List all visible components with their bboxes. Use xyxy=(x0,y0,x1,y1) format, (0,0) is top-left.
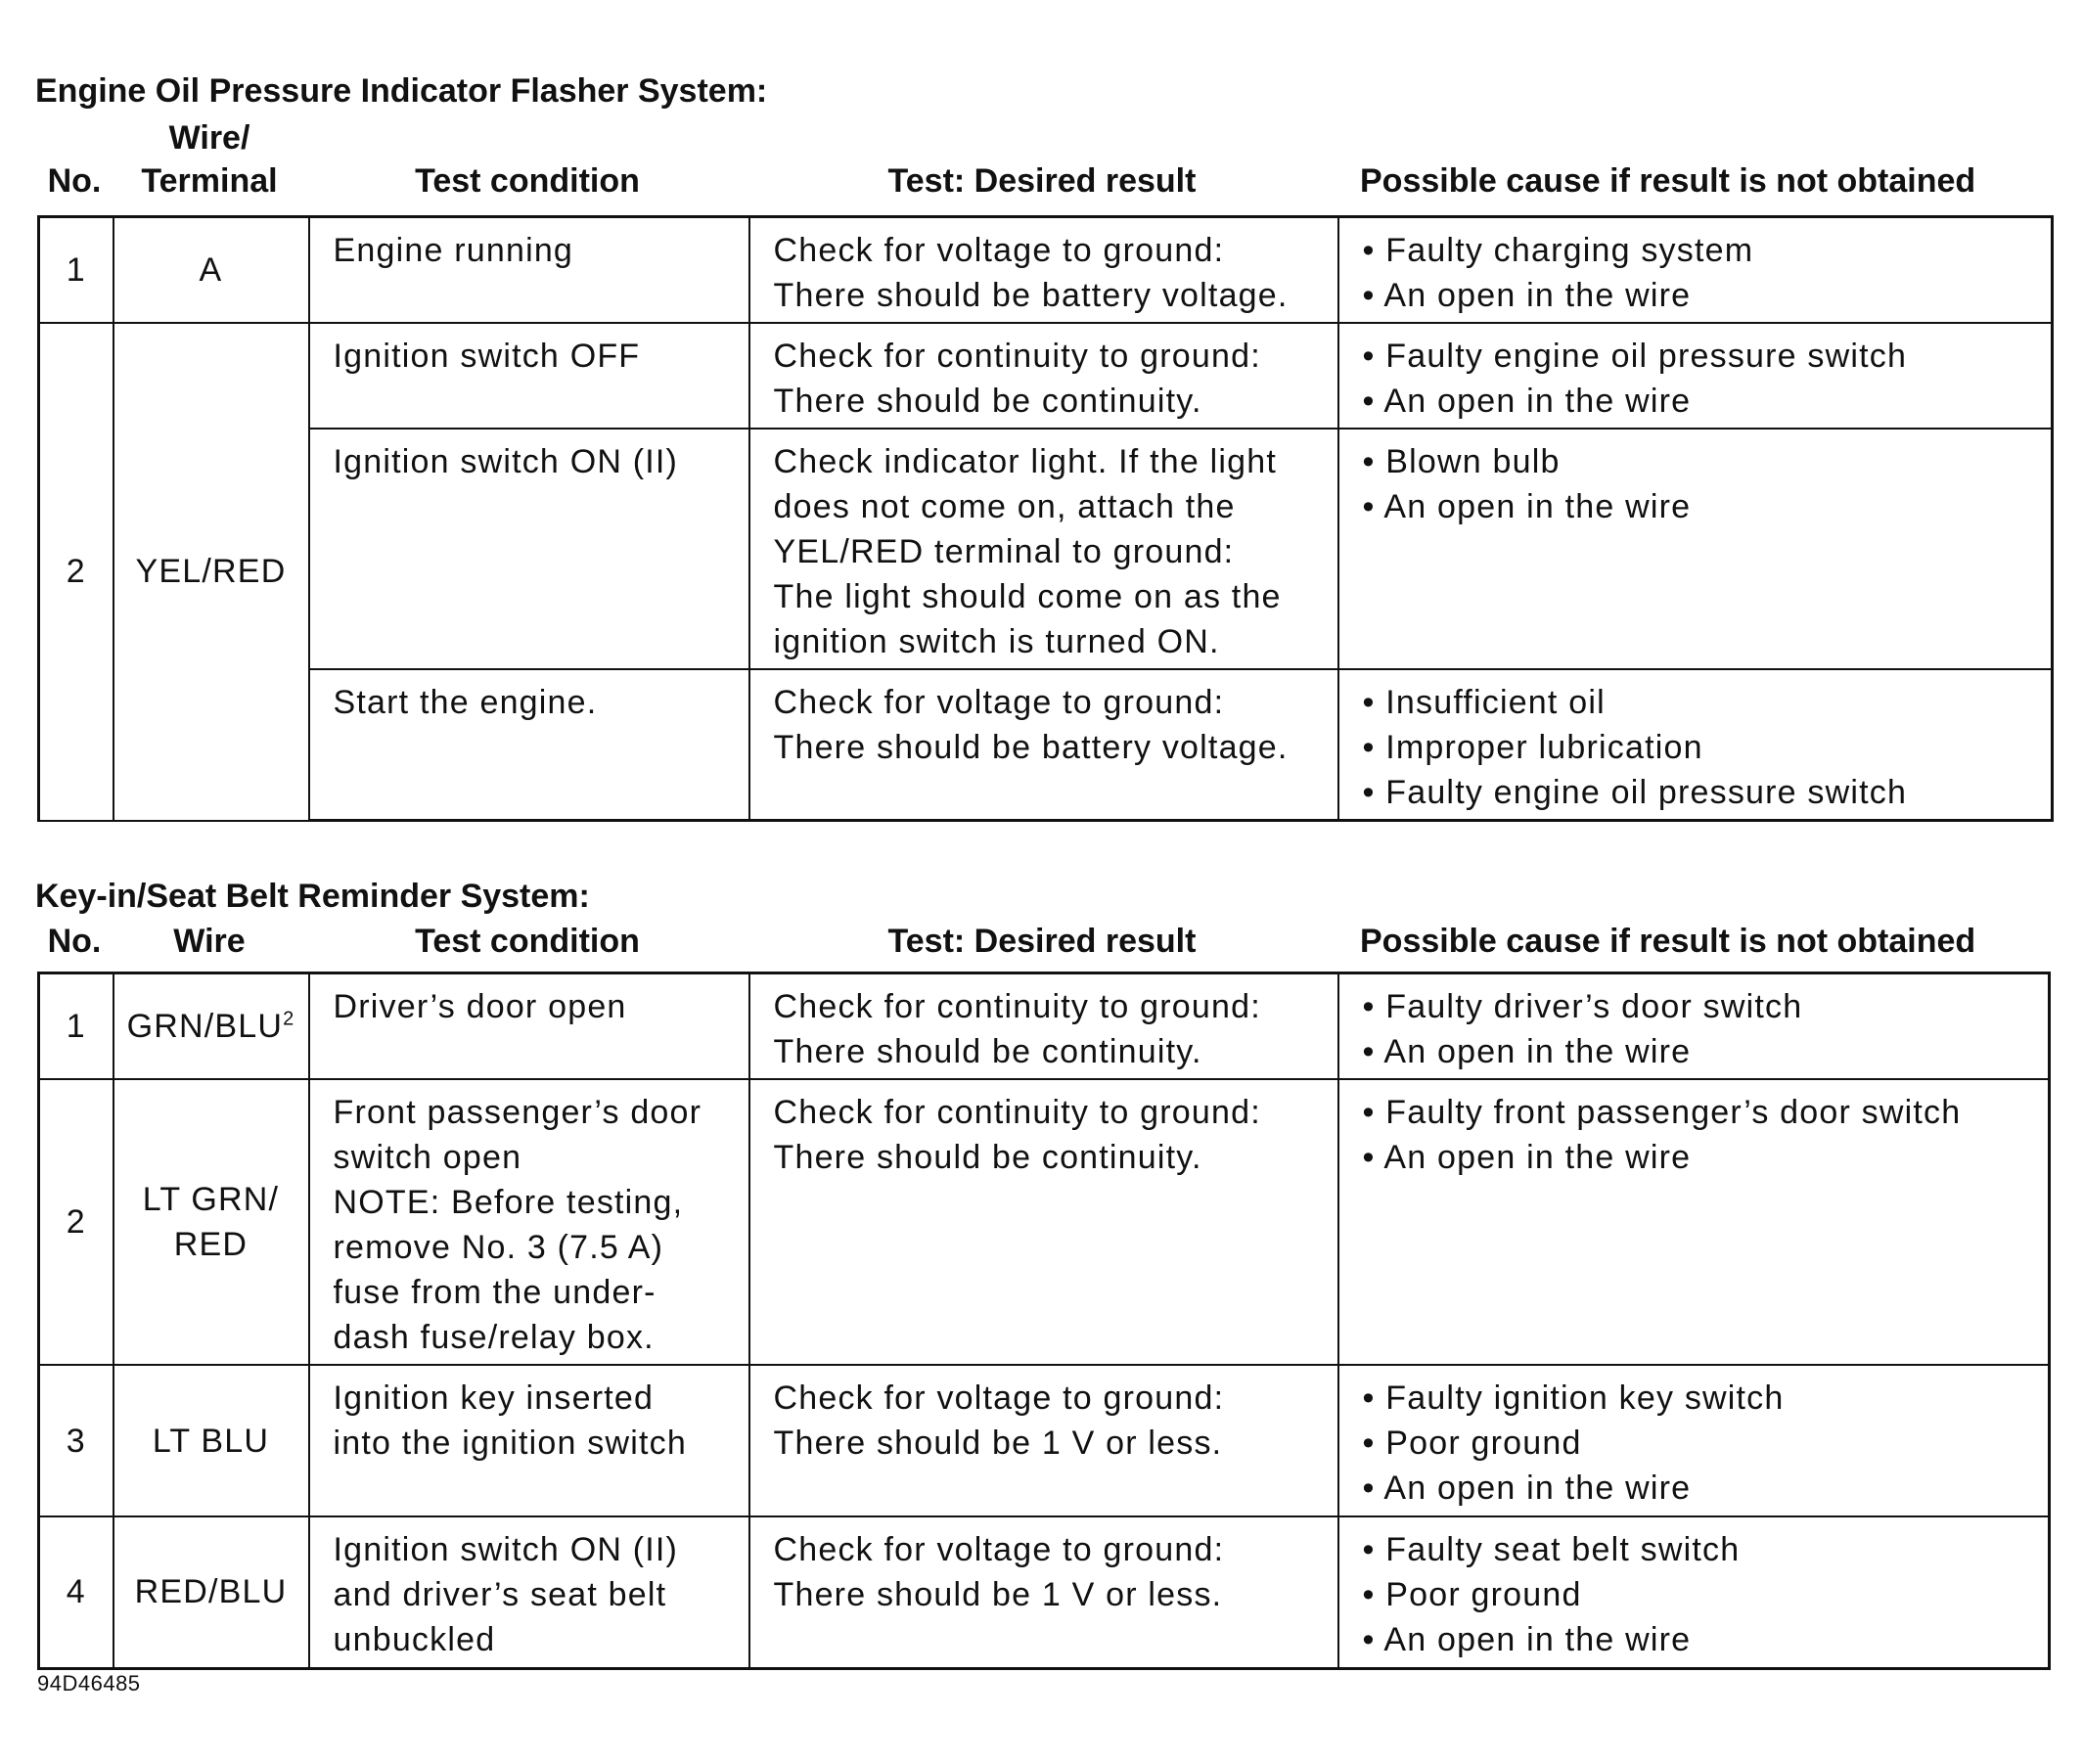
result-line: Check for continuity to ground: xyxy=(773,988,1261,1025)
cause-line: • An open in the wire xyxy=(1362,1470,1692,1507)
possible-cause xyxy=(1338,1365,2050,1516)
row-number: 3 xyxy=(39,1365,113,1516)
row-number: 2 xyxy=(39,323,113,821)
table2-header-wire: Wire xyxy=(173,923,246,960)
test-condition xyxy=(309,1516,749,1668)
cause-line: • Faulty engine oil pressure switch xyxy=(1362,774,1908,811)
possible-cause xyxy=(1338,429,2053,669)
desired-result xyxy=(749,1079,1338,1365)
desired-result xyxy=(749,1516,1338,1668)
test-condition xyxy=(309,1365,749,1516)
result-line: The light should come on as the xyxy=(773,578,1282,615)
test-condition-line: dash fuse/relay box. xyxy=(333,1319,655,1356)
cause-line: • Faulty driver’s door switch xyxy=(1362,988,1803,1025)
cause-line: • Poor ground xyxy=(1362,1425,1582,1462)
result-line: Check for voltage to ground: xyxy=(773,232,1225,269)
table-row xyxy=(39,1079,2050,1365)
wire-color: LT BLU xyxy=(113,1365,309,1516)
test-condition xyxy=(309,1079,749,1365)
test-condition-line: Ignition switch ON (II) xyxy=(333,1531,679,1568)
test-condition-line: Ignition switch OFF xyxy=(333,338,641,375)
table2-header-no: No. xyxy=(47,923,102,960)
desired-result xyxy=(749,973,1338,1080)
cause-line: • An open in the wire xyxy=(1362,383,1692,420)
test-condition-line: NOTE: Before testing, xyxy=(333,1184,684,1221)
test-condition xyxy=(309,973,749,1080)
test-condition xyxy=(309,217,749,324)
test-condition-line: unbuckled xyxy=(333,1621,496,1658)
row-number: 2 xyxy=(39,1079,113,1365)
test-condition-line: Start the engine. xyxy=(333,684,598,721)
cause-line: • Faulty engine oil pressure switch xyxy=(1362,338,1908,375)
desired-result xyxy=(749,323,1338,429)
wire-color: RED/BLU xyxy=(113,1516,309,1668)
result-line: Check for voltage to ground: xyxy=(773,1531,1225,1568)
result-line: There should be continuity. xyxy=(773,1033,1202,1070)
possible-cause xyxy=(1338,1079,2050,1365)
test-condition xyxy=(309,669,749,821)
result-line: There should be continuity. xyxy=(773,1139,1202,1176)
possible-cause xyxy=(1338,323,2053,429)
cause-line: • Insufficient oil xyxy=(1362,684,1606,721)
cause-line: • An open in the wire xyxy=(1362,277,1692,314)
cause-line: • An open in the wire xyxy=(1362,1033,1692,1070)
result-line: does not come on, attach the xyxy=(773,488,1236,525)
cause-line: • An open in the wire xyxy=(1362,1621,1692,1658)
result-line: There should be 1 V or less. xyxy=(773,1576,1223,1613)
desired-result xyxy=(749,217,1338,324)
cause-line: • Improper lubrication xyxy=(1362,729,1703,766)
row-number: 4 xyxy=(39,1516,113,1668)
table-row xyxy=(39,669,2053,821)
test-condition-line: Ignition key inserted xyxy=(333,1380,655,1417)
test-condition-line: Front passenger’s door xyxy=(333,1094,702,1131)
test-condition xyxy=(309,323,749,429)
test-condition-line: fuse from the under- xyxy=(333,1274,657,1311)
desired-result xyxy=(749,1365,1338,1516)
wire-color-line: LT GRN/ xyxy=(142,1181,280,1218)
possible-cause xyxy=(1338,973,2050,1080)
table1-title: Engine Oil Pressure Indicator Flasher System: xyxy=(35,72,768,110)
row-number: 1 xyxy=(39,217,113,324)
result-line: Check for voltage to ground: xyxy=(773,1380,1225,1417)
footnote-marker: 2 xyxy=(283,1008,295,1030)
result-line: Check for voltage to ground: xyxy=(773,684,1225,721)
wire-color-line: RED xyxy=(173,1226,249,1263)
cause-line: • Poor ground xyxy=(1362,1576,1582,1613)
test-condition-line: and driver’s seat belt xyxy=(333,1576,667,1613)
result-line: Check for continuity to ground: xyxy=(773,338,1261,375)
result-line: There should be continuity. xyxy=(773,383,1202,420)
table2-header-test-condition: Test condition xyxy=(415,923,640,960)
test-condition-line: switch open xyxy=(333,1139,522,1176)
possible-cause xyxy=(1338,217,2053,324)
table2-title: Key-in/Seat Belt Reminder System: xyxy=(35,878,590,915)
table1-header-test-condition: Test condition xyxy=(415,162,640,200)
table1 xyxy=(37,215,2054,822)
desired-result xyxy=(749,429,1338,669)
table-row xyxy=(39,973,2050,1080)
wire-color xyxy=(113,973,309,1080)
cause-line: • An open in the wire xyxy=(1362,488,1692,525)
desired-result xyxy=(749,669,1338,821)
possible-cause xyxy=(1338,1516,2050,1668)
table1-header-possible-cause: Possible cause if result is not obtained xyxy=(1360,162,1976,200)
table-row xyxy=(39,1365,2050,1516)
test-condition-line: Ignition switch ON (II) xyxy=(333,443,679,480)
table-row xyxy=(39,217,2053,324)
cause-line: • Blown bulb xyxy=(1362,443,1561,480)
test-condition-line: Driver’s door open xyxy=(333,988,627,1025)
row-number: 1 xyxy=(39,973,113,1080)
cause-line: • Faulty seat belt switch xyxy=(1362,1531,1741,1568)
test-condition-line: Engine running xyxy=(333,232,574,269)
result-line: Check for continuity to ground: xyxy=(773,1094,1261,1131)
result-line: There should be 1 V or less. xyxy=(773,1425,1223,1462)
wire-color-text: GRN/BLU xyxy=(126,1008,284,1045)
test-condition xyxy=(309,429,749,669)
figure-code: 94D46485 xyxy=(37,1671,141,1696)
test-condition-line: remove No. 3 (7.5 A) xyxy=(333,1229,664,1266)
table2-header-desired-result: Test: Desired result xyxy=(887,923,1197,960)
table1-header-no: No. xyxy=(47,162,102,200)
table-row xyxy=(39,429,2053,669)
cause-line: • Faulty front passenger’s door switch xyxy=(1362,1094,1962,1131)
wire-color xyxy=(113,1079,309,1365)
table1-header-wire-line2: Terminal xyxy=(141,162,278,200)
table-row xyxy=(39,1516,2050,1668)
result-line: Check indicator light. If the light xyxy=(773,443,1277,480)
table1-header-wire-line1: Wire/ xyxy=(168,119,250,157)
result-line: There should be battery voltage. xyxy=(773,277,1289,314)
test-condition-line: into the ignition switch xyxy=(333,1425,687,1462)
possible-cause xyxy=(1338,669,2053,821)
result-line: ignition switch is turned ON. xyxy=(773,623,1220,660)
table2-header-possible-cause: Possible cause if result is not obtained xyxy=(1360,923,1976,960)
table-row xyxy=(39,323,2053,429)
cause-line: • An open in the wire xyxy=(1362,1139,1692,1176)
table2 xyxy=(37,972,2051,1670)
result-line: There should be battery voltage. xyxy=(773,729,1289,766)
table1-header-desired-result: Test: Desired result xyxy=(887,162,1197,200)
wire-terminal: YEL/RED xyxy=(113,323,309,821)
cause-line: • Faulty ignition key switch xyxy=(1362,1380,1785,1417)
wire-terminal: A xyxy=(113,217,309,324)
result-line: YEL/RED terminal to ground: xyxy=(773,533,1235,570)
cause-line: • Faulty charging system xyxy=(1362,232,1754,269)
